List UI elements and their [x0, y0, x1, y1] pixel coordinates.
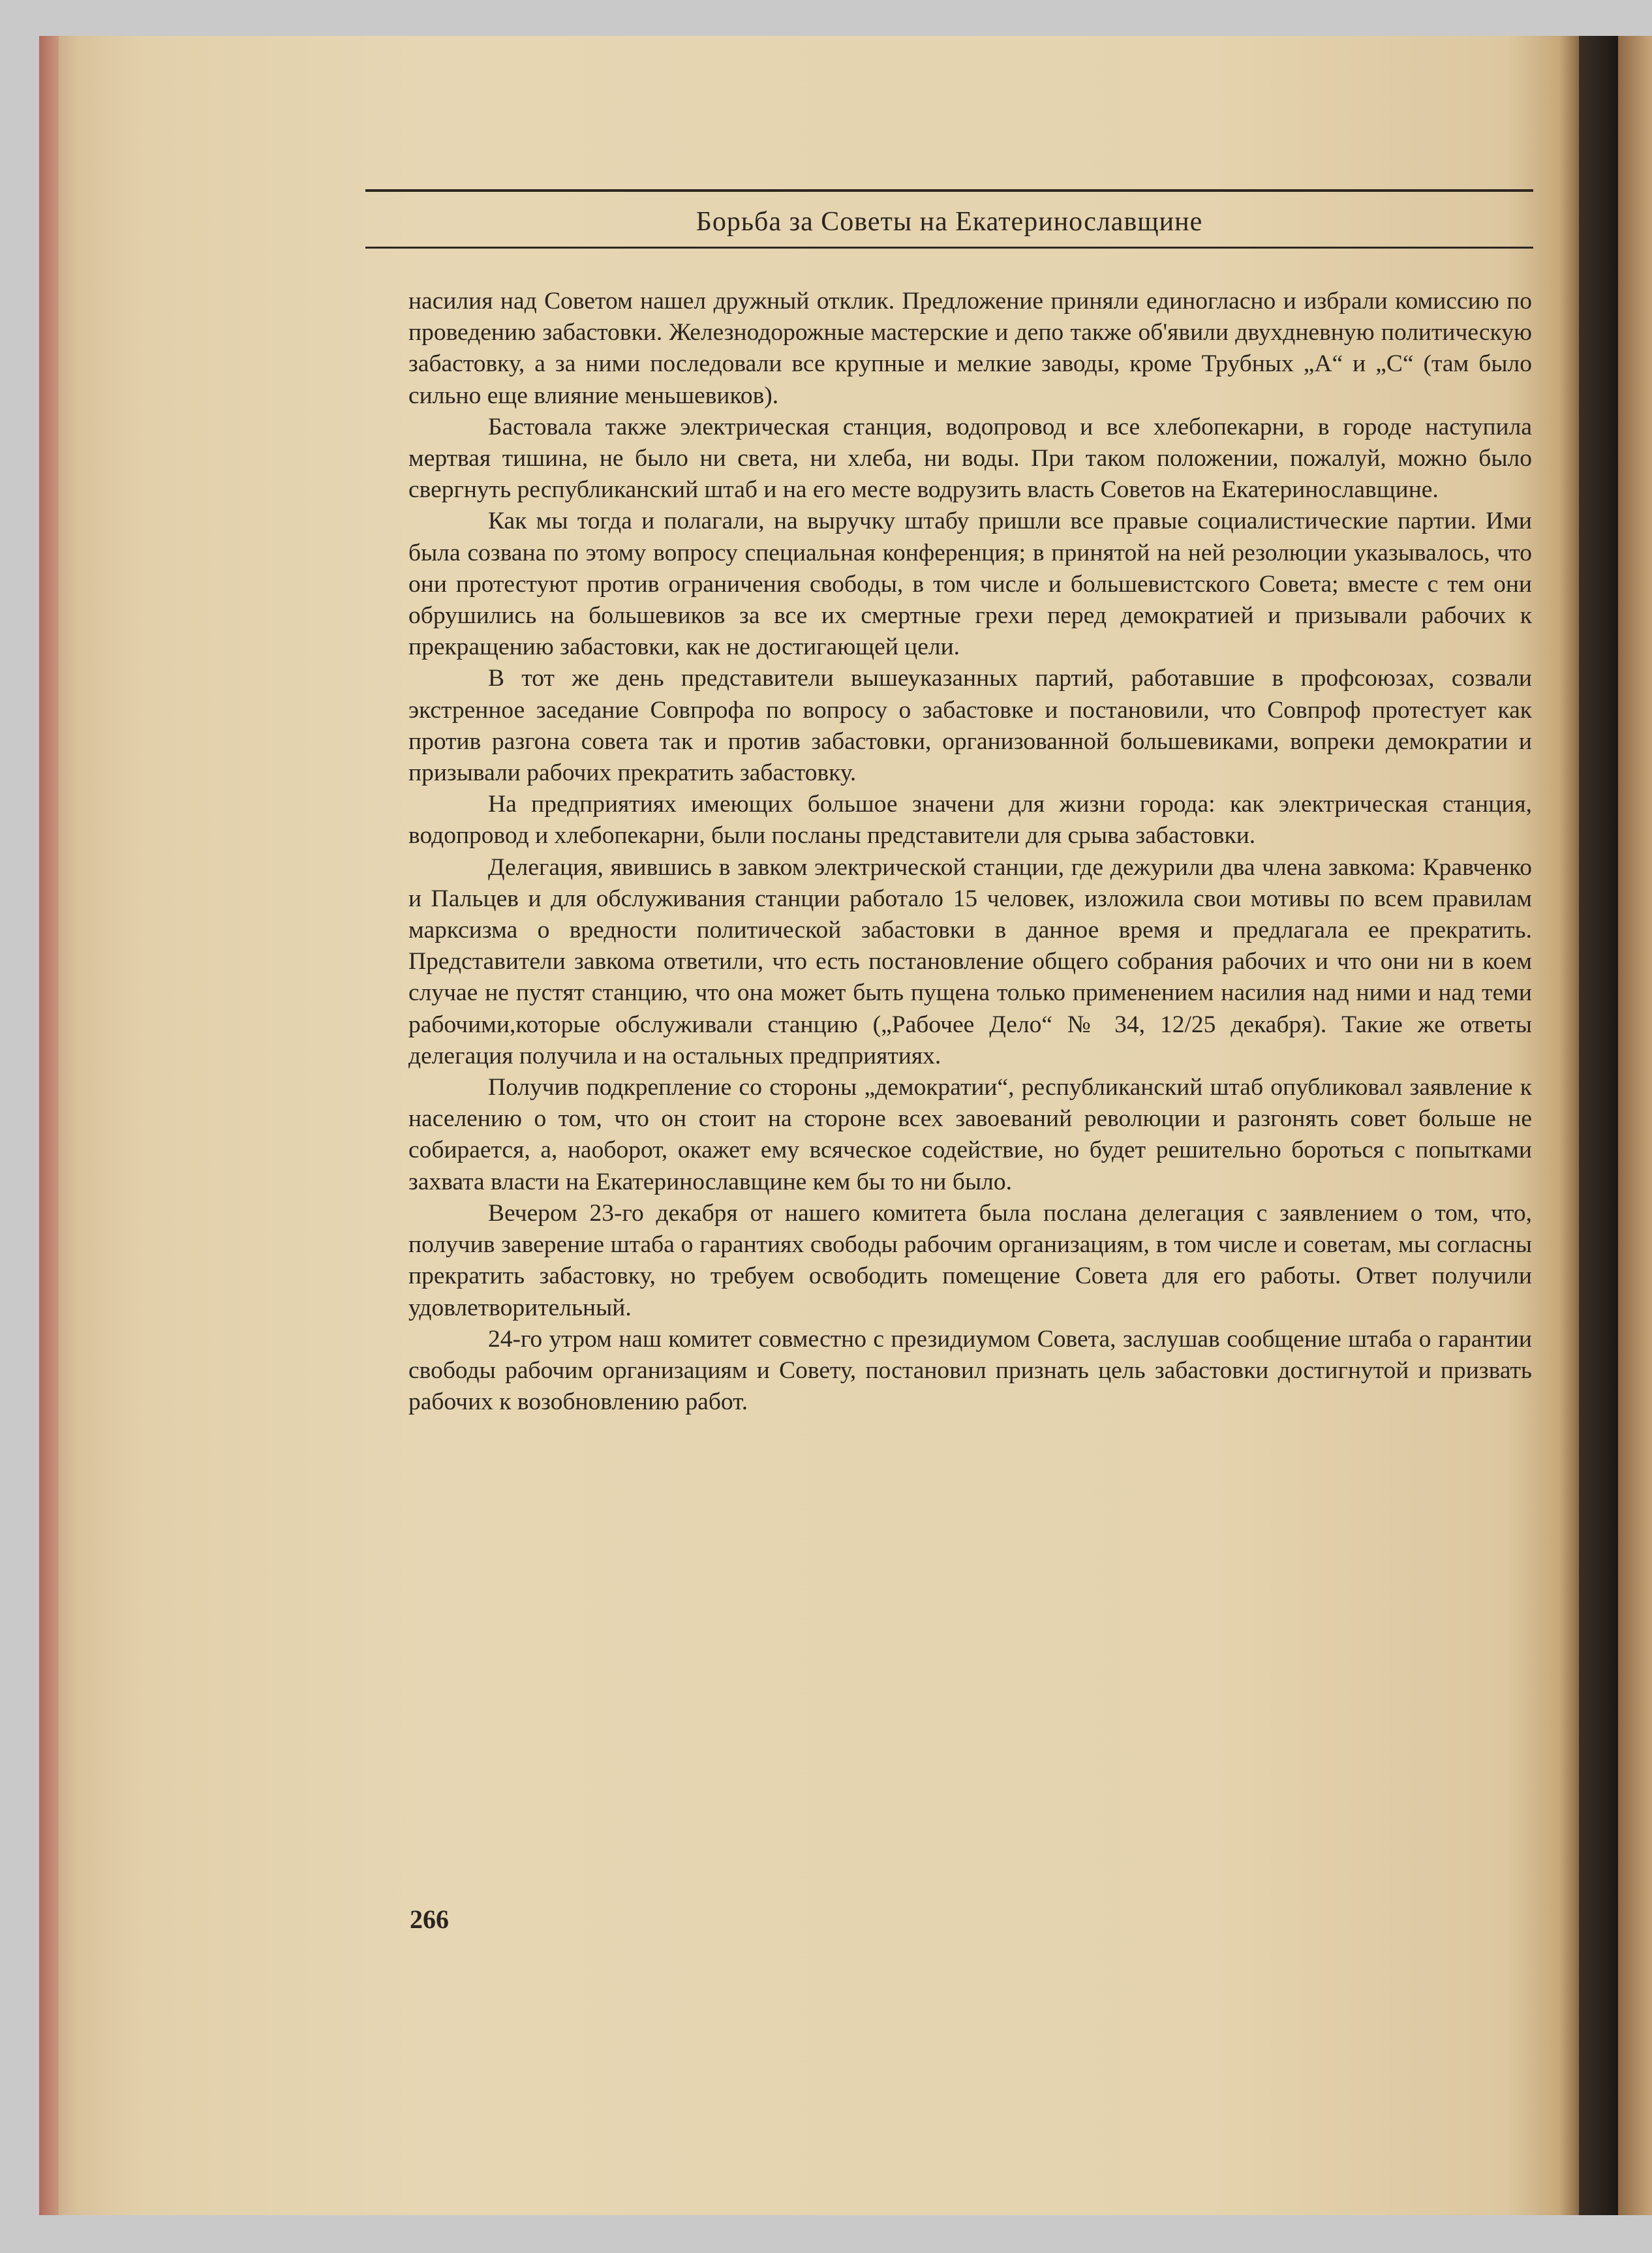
running-head	[365, 189, 1533, 249]
paragraph: На предприятиях имеющих большое значени для жизни города: как электрическая станция, водопровод и хлебопекарни, были посланы представители для срыва забастовки.	[408, 791, 1532, 850]
paragraph: 24-го утром наш комитет совместно с президиумом Совета, заслушав сообщение штаба о гарантии свободы рабочим организациям и Совету, постановил признать цель забастовки достигнутой и призвать рабочих к возобновлению работ.	[408, 1325, 1532, 1416]
page-edge	[39, 36, 59, 2215]
paragraph: В тот же день представители вышеуказанных партий, работавшие в профсоюзах, созвали экстренное заседание Совпрофа по вопросу о забастовке и постановили, что Совпроф протестует как против разгона совета так и против забастовки, организованной большевиками, вопреки демократии и призывали рабочих прекратить забастовку.	[408, 665, 1532, 787]
paragraph: Вечером 23-го декабря от нашего комитета была послана делегация с заявлением о том, что, получив заверение штаба о гарантиях свободы рабочим организациям, в том числе и советам, мы согласны прекратить забастовку, но требуем освободить помещение Совета для его работы. Ответ получили удовлетворительный.	[408, 1199, 1532, 1321]
book-binding	[1579, 36, 1618, 2215]
running-head-title: Борьба за Советы на Екатеринославщине	[696, 207, 1203, 237]
page-number: 266	[410, 1905, 449, 1934]
paragraph: Как мы тогда и полагали, на выручку штабу пришли все правые социалистические партии. Ими была созвана по этому вопросу специальная конференция; в принятой на ней резолюции указывалось, что они протестуют против ограничения свободы, в том числе и большевистского Совета; вместе с тем они обрушились на большевиков за все их смертные грехи перед демократией и призывали рабочих к прекращению забастовки, как не достигающей цели.	[408, 508, 1532, 661]
paragraph: Бастовала также электрическая станция, водопровод и все хлебопекарни, в городе наступила мертвая тишина, не было ни света, ни хлеба, ни воды. При таком положении, пожалуй, можно было свергнуть республиканский штаб и на его месте водрузить власть Советов на Екатеринославщине.	[408, 413, 1532, 504]
body-text	[408, 286, 1532, 1418]
paragraph: Делегация, явившись в завком электрической станции, где дежурили два члена завкома: Кравченко и Пальцев и для обслуживания станции работало 15 человек, изложила свои мотивы по всем правилам марксизма о вредности политической забастовки в данное время и предлагала ее прекратить. Представители завкома ответили, что есть постановление общего собрания рабочих и что они ни в коем случае не пустят станцию, что она может быть пущена только применением насилия над ними и над теми рабочими,которые обслуживали станцию („Рабочее Дело“ № 34, 12/25 декабря). Такие же ответы делегация получила и на остальных предприятиях.	[408, 853, 1532, 1069]
paragraph: насилия над Советом нашел дружный отклик. Предложение приняли единогласно и избрали комиссию по проведению забастовки. Железнодорожные мастерские и депо также об'явили двухдневную политическую забастовку, а за ними последовали все крупные и мелкие заводы, кроме Трубных „А“ и „С“ (там было сильно еще влияние меньшевиков).	[408, 288, 1532, 409]
facing-page-edge	[1618, 36, 1652, 2215]
paragraph: Получив подкрепление со стороны „демократии“, республиканский штаб опубликовал заявление к населению о том, что он стоит на стороне всех завоеваний революции и разгонять совет больше не собирается, а, наоборот, окажет ему всяческое содействие, но будет решительно бороться с попытками захвата власти на Екатеринославщине кем бы то ни было.	[408, 1074, 1532, 1195]
bottom-rule	[365, 247, 1533, 249]
